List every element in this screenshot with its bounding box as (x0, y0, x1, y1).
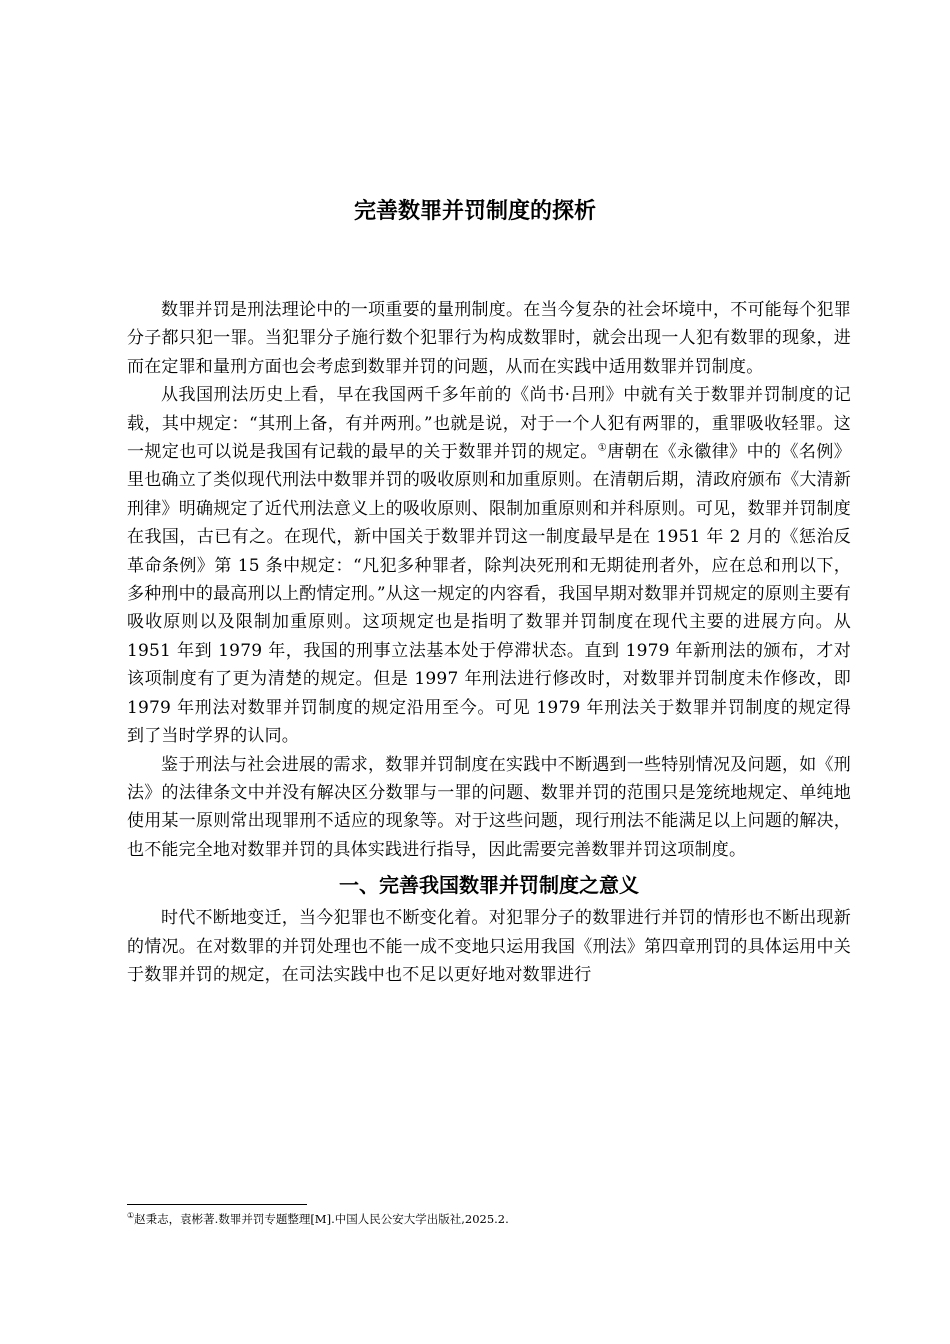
intro-paragraph-2 (127, 381, 851, 750)
footnote (127, 1210, 851, 1228)
intro-paragraph-2-part-1: 从我国刑法历史上看，早在我国两千多年前的《尚书·吕刑》中就有关于数罪并罚制度的记载，其中规定：“其刑上备，有并两刑。”也就是说，对于一个人犯有两罪的，重罪吸收轻罪。这一规定也可以说是我国有记载的最早的关于数罪并罚的规定。 (127, 385, 851, 463)
document-body (127, 296, 851, 989)
footnote-text: 赵秉志，袁彬著.数罪并罚专题整理[M].中国人民公安大学出版社,2025.2. (134, 1212, 509, 1226)
footnote-divider (127, 1204, 307, 1205)
document-title: 完善数罪并罚制度的探析 (353, 199, 596, 224)
intro-paragraph-2-part-2: 唐朝在《永徽律》中的《名例》里也确立了类似现代刑法中数罪并罚的吸收原则和加重原则。在清朝后期，清政府颁布《大清新刑律》明确规定了近代刑法意义上的吸收原则、限制加重原则和并科原则。可见，数罪并罚制度在我国，古已有之。在现代，新中国关于数罪并罚这一制度最早是在 1951 年 2 月的《惩治反革命条例》第 15 条中规定：“凡犯多种罪者，除判决死刑和无期徒刑者外，应在总和刑以下，多种刑中的最高刑以上酌情定刑。”从这一规定的内容看，我国早期对数罪并罚规定的原则主要有吸收原则以及限制加重原则。这项规定也是指明了数罪并罚制度在现代主要的进展方向。从 1951 年到 1979 年，我国的刑事立法基本处于停滞状态。直到 1979 年新刑法的颁布，才对该项制度有了更为清楚的规定。但是 1997 年刑法进行修改时，对数罪并罚制度未作修改，即 1979 年刑法对数罪并罚制度的规定沿用至今。可见 1979 年刑法关于数罪并罚制度的规定得到了当时学界的认同。 (127, 442, 851, 747)
section-1-heading: 一、完善我国数罪并罚制度之意义 (339, 873, 639, 898)
section-1-paragraph: 时代不断地变迁，当今犯罪也不断变化着。对犯罪分子的数罪进行并罚的情形也不断出现新的情况。在对数罪的并罚处理也不能一成不变地只运用我国《刑法》第四章刑罚的具体运用中关于数罪并罚的规定，在司法实践中也不足以更好地对数罪进行 (127, 908, 851, 985)
footnote-reference-mark[interactable]: ① (597, 442, 608, 454)
footnote-mark: ① (127, 1211, 135, 1221)
intro-paragraph-1: 数罪并罚是刑法理论中的一项重要的量刑制度。在当今复杂的社会坏境中，不可能每个犯罪分子都只犯一罪。当犯罪分子施行数个犯罪行为构成数罪时，就会出现一人犯有数罪的现象，进而在定罪和量刑方面也会考虑到数罪并罚的问题，从而在实践中适用数罪并罚制度。 (127, 300, 851, 377)
intro-paragraph-3: 鉴于刑法与社会进展的需求，数罪并罚制度在实践中不断遇到一些特别情况及问题，如《刑法》的法律条文中并没有解决区分数罪与一罪的问题、数罪并罚的范围只是笼统地规定、单纯地使用某一原则常出现罪刑不适应的现象等。对于这些问题，现行刑法不能满足以上问题的解决，也不能完全地对数罪并罚的具体实践进行指导，因此需要完善数罪并罚这项制度。 (127, 754, 851, 860)
